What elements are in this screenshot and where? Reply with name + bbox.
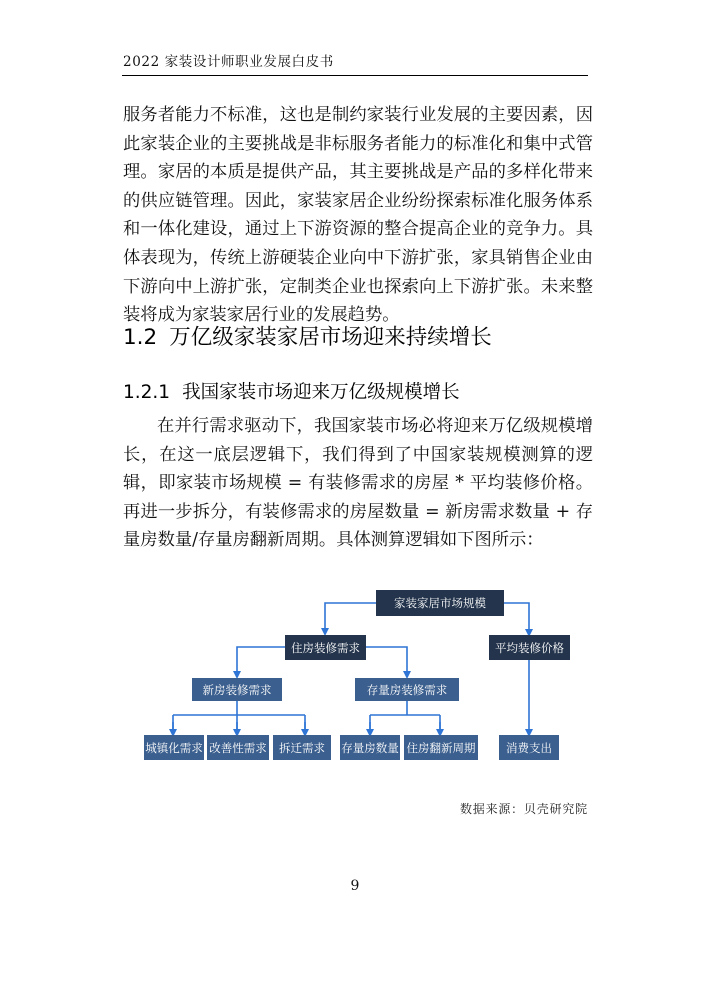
- node-relocation-label: 拆迁需求: [279, 741, 325, 755]
- body-paragraph-1: 服务者能力不标准，这也是制约家装行业发展的主要因素，因此家装企业的主要挑战是非标服务者能力的标准化和集中式管理。家居的本质是提供产品，其主要挑战是产品的多样化带来的供应链管理。因此，家装家居企业纷纷探索标准化服务体系和一体化建设，通过上下游资源的整合提高企业的竞争力。具体表现为，传统上游硬装企业向中下游扩张，家具销售企业由下游向中上游扩张，定制类企业也探索向上下游扩张。未来整装将成为家装家居行业的发展趋势。: [123, 105, 593, 326]
- node-improvement-label: 改善性需求: [209, 741, 267, 755]
- connector-housing-new: [237, 647, 285, 675]
- node-urbanization: [144, 735, 204, 760]
- node-consumption-label: 消费支出: [506, 741, 552, 755]
- node-stock-count-label: 存量房数量: [341, 741, 399, 755]
- node-avg-price-label: 平均装修价格: [495, 641, 564, 655]
- node-consumption: [499, 735, 559, 760]
- node-avg-price: [489, 635, 570, 660]
- page-number: 9: [350, 878, 360, 894]
- node-stock-count: [340, 735, 400, 760]
- connector-housing-stock: [366, 647, 407, 675]
- node-improvement: [207, 735, 269, 760]
- node-housing-demand-label: 住房装修需求: [291, 641, 360, 655]
- node-stock-house-label: 存量房装修需求: [366, 683, 448, 697]
- section-title: 万亿级家装家居市场迎来持续增长: [169, 325, 492, 350]
- node-new-house-label: 新房装修需求: [202, 683, 272, 697]
- connector-new-children: [173, 700, 305, 730]
- body-paragraph-2: 在并行需求驱动下，我国家装市场必将迎来万亿级规模增长，在这一底层逻辑下，我们得到了中国家装规模测算的逻辑，即家装市场规模 = 有装修需求的房屋 * 平均装修价格。再进一步拆分，有装修需求的房屋数量 = 新房需求数量 + 存量房数量/存量房翻新周期。具体测算逻辑如下图所示：: [123, 416, 593, 551]
- data-source-note: 数据来源：贝壳研究院: [459, 802, 588, 816]
- running-header: 2022 家装设计师职业发展白皮书: [123, 54, 334, 70]
- connector-root-price: [504, 603, 529, 633]
- node-housing-demand: [285, 635, 366, 660]
- header-divider: [122, 75, 588, 76]
- subsection-heading: [123, 378, 460, 404]
- node-new-house: [192, 678, 282, 701]
- subsection-number: 1.2.1: [123, 382, 171, 403]
- node-renovation-cycle-label: 住房翻新周期: [406, 741, 476, 755]
- node-renovation-cycle: [404, 735, 478, 760]
- connector-stock-children: [370, 700, 440, 730]
- node-root-label: 家装家居市场规模: [394, 596, 486, 610]
- node-stock-house: [355, 678, 459, 701]
- node-root: [376, 590, 504, 616]
- connector-root-housing: [325, 603, 376, 632]
- market-size-logic-diagram: [140, 575, 570, 770]
- section-heading: [123, 320, 492, 351]
- node-urbanization-label: 城镇化需求: [145, 741, 203, 755]
- section-number: 1.2: [123, 325, 158, 350]
- subsection-title: 我国家装市场迎来万亿级规模增长: [182, 382, 460, 403]
- diagram-connectors: [173, 603, 529, 733]
- node-relocation: [273, 735, 331, 760]
